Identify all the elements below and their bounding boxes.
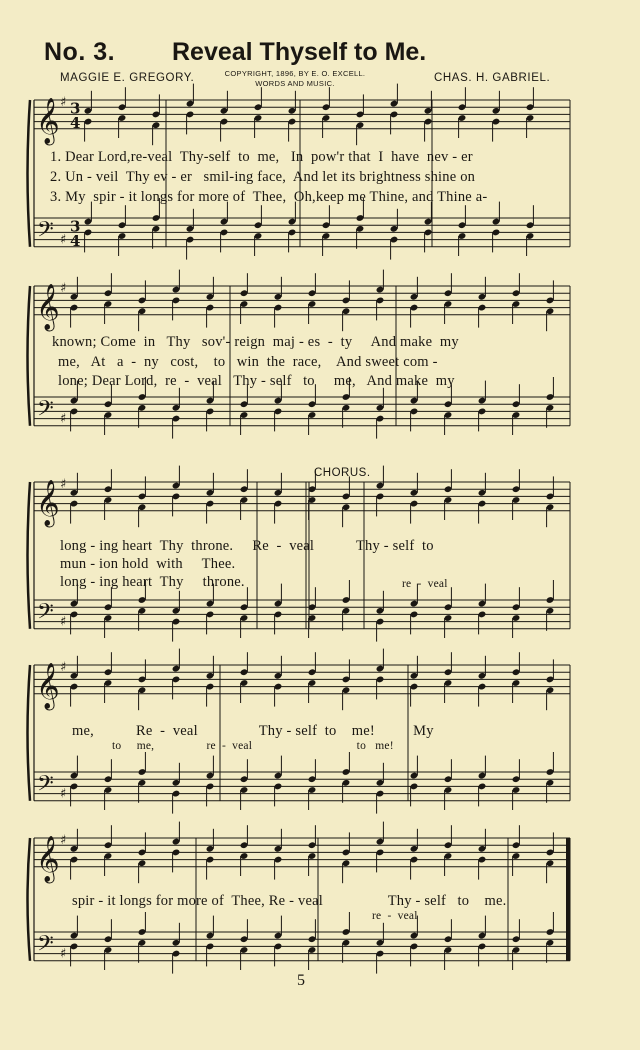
final-bar-line — [566, 838, 570, 961]
lyric-s1-v3: 3. My spir - it longs for more of Thee, Oh,keep me Thine, and Thine a- — [50, 189, 488, 205]
bass-clef-icon: 𝄢 — [37, 771, 54, 802]
page-number: 5 — [297, 972, 305, 989]
brace-icon — [28, 838, 31, 961]
lyric-s2-v3: lone; Dear Lord, re - veal Thy - self to me, And make my — [58, 373, 455, 389]
key-signature-sharp-icon: ♯ — [60, 660, 67, 675]
music-author: CHAS. H. GABRIEL. — [434, 72, 551, 84]
lyric-s3-lower: re - veal — [402, 578, 448, 590]
treble-clef-icon: 𝄞 — [36, 97, 60, 144]
lyric-s3-v1: long - ing heart Thy throne. Re - veal Thy - self to — [60, 538, 434, 554]
time-signature-digit: 3 — [70, 99, 81, 118]
treble-clef-icon: 𝄞 — [36, 479, 60, 526]
copyright-line: COPYRIGHT, 1896, BY E. O. EXCELL. — [224, 69, 366, 78]
hymn-title: Reveal Thyself to Me. — [172, 38, 427, 66]
chorus-label: CHORUS. — [314, 467, 371, 479]
key-signature-sharp-icon: ♯ — [60, 232, 67, 248]
key-signature-sharp-icon: ♯ — [60, 477, 67, 492]
brace-icon — [28, 100, 31, 247]
lyric-s5-main: spir - it longs for more of Thee, Re - veal Thy - self to me. — [72, 893, 507, 909]
time-signature-digit: 4 — [70, 231, 81, 250]
lyric-s3-v2: mun - ion hold with Thee. — [60, 556, 236, 572]
bass-clef-icon: 𝄢 — [37, 599, 54, 630]
bass-clef-icon: 𝄢 — [37, 217, 54, 248]
lyric-s5-lower: re - veal — [372, 910, 418, 922]
key-signature-sharp-icon: ♯ — [60, 833, 67, 848]
lyric-s4-main: me, Re - veal Thy - self to me! My — [72, 723, 434, 739]
time-signature-digit: 3 — [70, 217, 81, 236]
treble-clef-icon: 𝄞 — [36, 835, 60, 882]
lyric-s2-v2: me, At a - ny cost, to win the race, And sweet com - — [58, 354, 438, 370]
hymn-number: No. 3. — [44, 38, 116, 66]
brace-icon — [28, 482, 31, 629]
key-signature-sharp-icon: ♯ — [60, 281, 67, 296]
brace-icon — [28, 665, 31, 801]
lyric-s3-v3: long - ing heart Thy throne. — [60, 574, 245, 590]
key-signature-sharp-icon: ♯ — [60, 786, 67, 802]
time-signature-digit: 4 — [70, 113, 81, 132]
words-author: MAGGIE E. GREGORY. — [60, 72, 195, 84]
brace-icon — [28, 286, 31, 426]
lyric-s4-lower: to me, re - veal to me! — [112, 740, 394, 752]
treble-clef-icon: 𝄞 — [36, 283, 60, 330]
copyright-scope: WORDS AND MUSIC. — [255, 79, 335, 88]
lyric-s1-v1: 1. Dear Lord,re-veal Thy-self to me, In pow'r that I have nev - er — [50, 149, 473, 165]
key-signature-sharp-icon: ♯ — [60, 946, 67, 962]
lyric-s2-v1: known; Come in Thy sov'- reign maj - es - ty And make my — [52, 334, 459, 350]
lyric-s1-v2: 2. Un - veil Thy ev - er smil-ing face, And let its brightness shine on — [50, 169, 476, 185]
treble-clef-icon: 𝄞 — [36, 662, 60, 709]
key-signature-sharp-icon: ♯ — [60, 95, 67, 110]
bass-clef-icon: 𝄢 — [37, 396, 54, 427]
key-signature-sharp-icon: ♯ — [60, 411, 67, 427]
key-signature-sharp-icon: ♯ — [60, 614, 67, 630]
bass-clef-icon: 𝄢 — [37, 931, 54, 962]
